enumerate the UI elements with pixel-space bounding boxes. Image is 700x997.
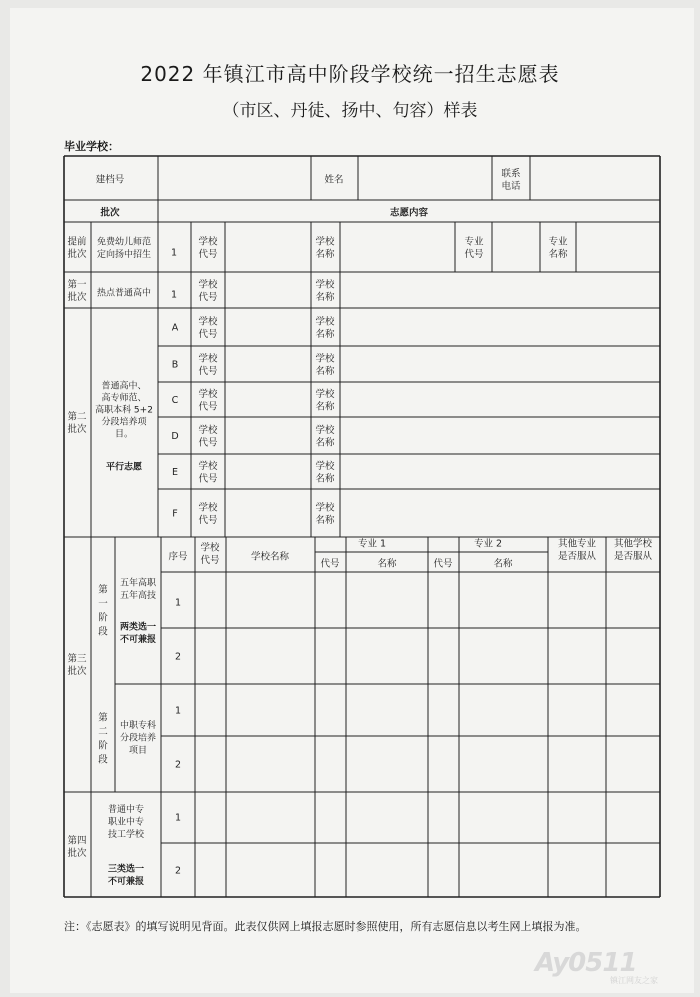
third-batch-label: 第三批次	[67, 653, 87, 677]
watermark-subtext: 镇江网友之家	[610, 976, 658, 985]
watermark-logo: Ay0511	[535, 948, 637, 978]
stage1-label: 第一阶段	[98, 584, 108, 638]
fourth-seq-2: 2	[174, 865, 182, 877]
major1-header: 专业 1	[357, 538, 387, 550]
second-school-code-label-C: 学校代号	[198, 388, 218, 413]
second-school-code-label-E: 学校代号	[198, 460, 218, 485]
first-batch-desc: 热点普通高中	[96, 288, 152, 299]
other-major-header: 其他专业是否服从	[557, 538, 597, 562]
early-school-code-label: 学校代号	[198, 236, 218, 260]
major2-header: 专业 2	[473, 538, 503, 550]
major2-name-header: 名称	[493, 558, 513, 570]
stage2-seq-2: 2	[174, 759, 182, 771]
second-school-name-label-B: 学校名称	[315, 353, 335, 377]
stage1-seq-1: 1	[174, 597, 182, 609]
second-school-code-label-B: 学校代号	[198, 353, 218, 377]
major1-name-header: 名称	[377, 558, 397, 570]
second-school-name-label-C: 学校名称	[315, 388, 335, 413]
first-seq: 1	[170, 289, 178, 301]
fourth-batch-note: 三类选一不可兼报	[107, 864, 145, 887]
second-school-code-label-D: 学校代号	[198, 424, 218, 449]
first-school-code-label: 学校代号	[198, 279, 218, 303]
other-school-header: 其他学校是否服从	[613, 538, 653, 562]
form-subtitle: （市区、丹徒、扬中、句容）样表	[222, 101, 478, 121]
stage1-seq-2: 2	[174, 651, 182, 663]
phone-label: 联系电话	[501, 168, 521, 192]
second-letter-D: D	[171, 431, 179, 442]
form-title: 2022 年镇江市高中阶段学校统一招生志愿表	[140, 62, 560, 86]
stage2-desc: 中职专科分段培养项目	[119, 721, 157, 756]
fourth-seq-1: 1	[174, 812, 182, 824]
school-name-header: 学校名称	[250, 551, 290, 563]
second-letter-B: B	[171, 359, 179, 371]
early-seq: 1	[170, 247, 178, 259]
stage2-label: 第二阶段	[98, 712, 108, 766]
second-batch-label: 第二批次	[67, 411, 87, 435]
second-school-code-label-F: 学校代号	[198, 502, 218, 526]
first-batch-label: 第一批次	[67, 279, 87, 303]
early-school-name-label: 学校名称	[315, 236, 335, 260]
seq-header: 序号	[168, 551, 188, 563]
fourth-batch-desc: 普通中专职业中专技工学校	[107, 805, 145, 840]
footer-note: 注：《志愿表》的填写说明见背面。此表仅供网上填报志愿时参照使用，所有志愿信息以考生网上填报为准。	[64, 920, 587, 933]
stage1-desc: 五年高职五年高技	[119, 578, 157, 601]
batch-header-label: 批次	[100, 207, 120, 219]
content-header-label: 志愿内容	[389, 207, 429, 219]
early-major-name-label: 专业名称	[548, 236, 568, 260]
name-label: 姓名	[324, 174, 344, 186]
early-batch-label: 提前批次	[67, 236, 87, 260]
second-school-name-label-D: 学校名称	[315, 424, 335, 449]
major1-code-header: 代号	[320, 558, 340, 570]
stage2-seq-1: 1	[174, 705, 182, 717]
second-letter-F: F	[172, 508, 178, 520]
second-letter-E: E	[171, 467, 179, 478]
second-letter-C: C	[171, 395, 179, 406]
second-batch-desc: 普通高中、高专师范、高职本科 5+2 分段培养项目。	[95, 381, 153, 440]
file-number-label: 建档号	[95, 174, 125, 186]
second-school-name-label-E: 学校名称	[315, 460, 335, 485]
early-batch-desc: 免费幼儿师范定向扬中招生	[96, 237, 152, 260]
graduation-school-label: 毕业学校：	[64, 140, 119, 153]
second-school-name-label-A: 学校名称	[315, 316, 335, 340]
major2-code-header: 代号	[433, 558, 453, 570]
second-school-code-label-A: 学校代号	[198, 316, 218, 340]
fourth-batch-label: 第四批次	[67, 835, 87, 859]
early-major-code-label: 专业代号	[464, 236, 484, 260]
stage1-note: 两类选一不可兼报	[119, 622, 157, 645]
first-school-name-label: 学校名称	[315, 279, 335, 303]
parallel-label: 平行志愿	[105, 462, 143, 473]
second-school-name-label-F: 学校名称	[315, 502, 335, 526]
school-code-header: 学校代号	[200, 542, 220, 566]
second-letter-A: A	[171, 322, 179, 334]
